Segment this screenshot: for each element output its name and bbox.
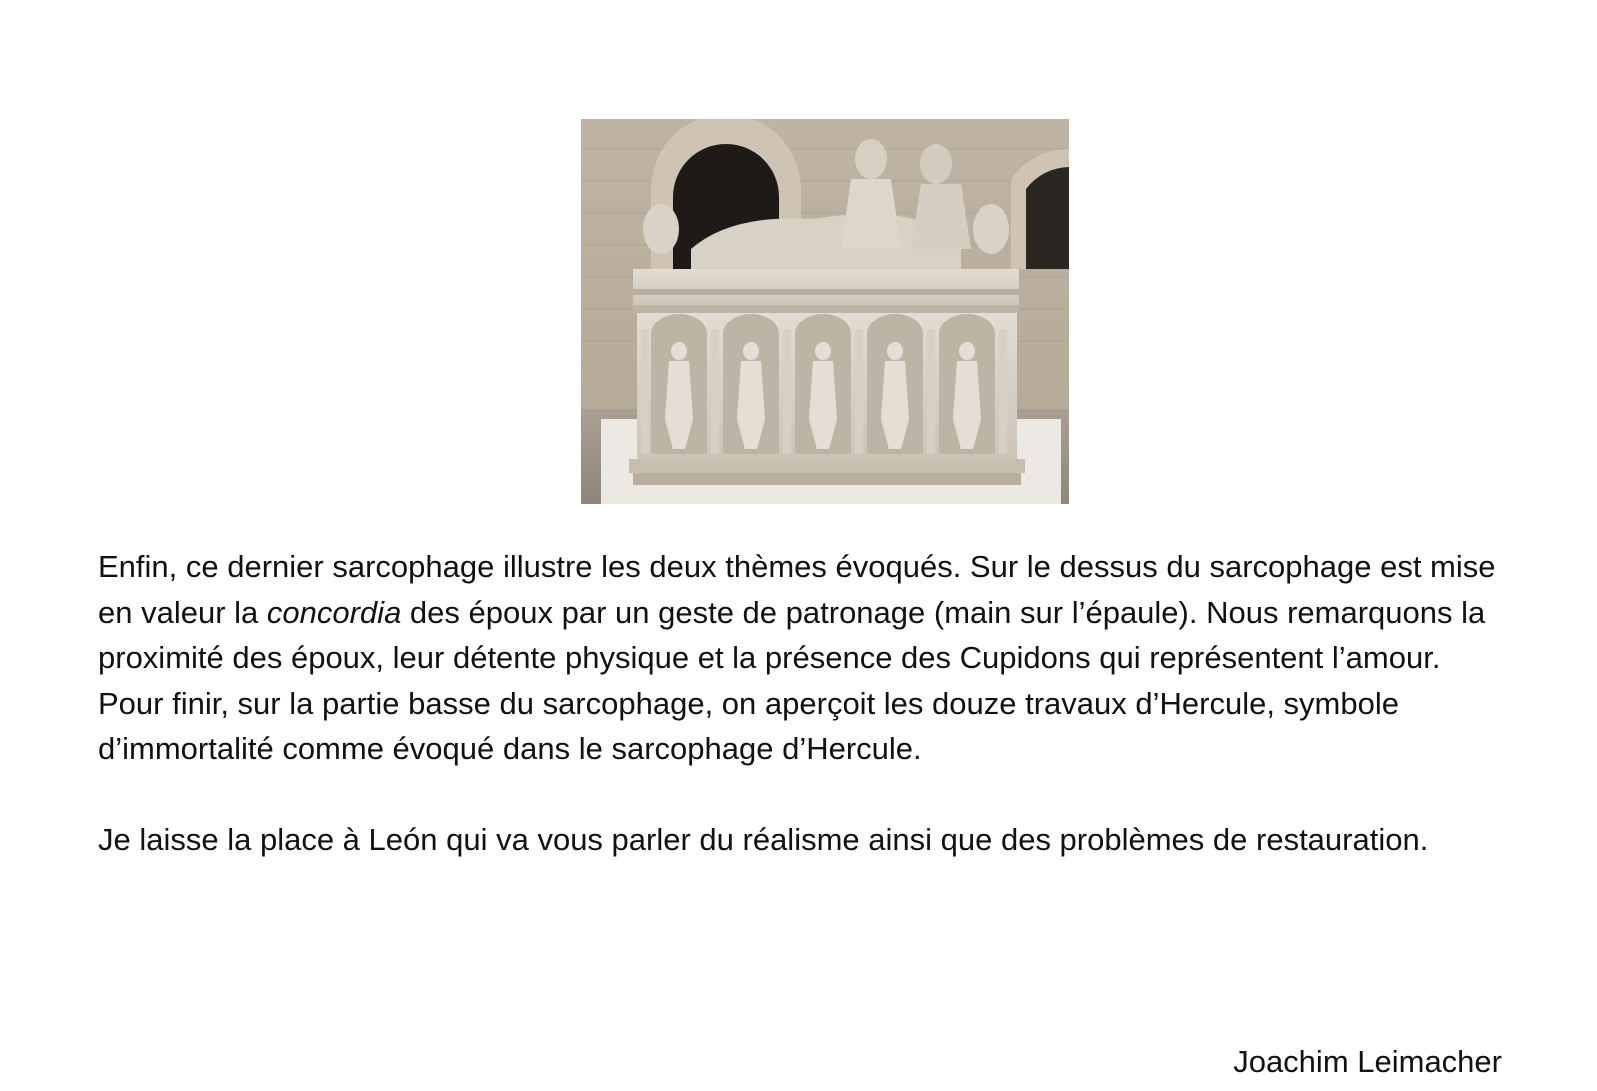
body-text	[98, 544, 1508, 863]
concordia-emphasis: concordia	[266, 594, 402, 630]
paragraph-sarcophagus-description: Enfin, ce dernier sarcophage illustre les deux thèmes évoqués. Sur le dessus du sarcophage est mise en valeur la concordia des époux par un geste de patronage (main sur l’épaule). Nous remarquons la proximité des époux, leur détente physique et la présence des Cupidons qui représentent l’amour. Pour finir, sur la partie basse du sarcophage, on aperçoit les douze travaux d’Hercule, symbole d’immortalité comme évoqué dans le sarcophage d’Hercule.	[98, 549, 1496, 766]
sarcophagus-photo	[581, 119, 1069, 504]
author-signature: Joachim Leimacher	[1233, 1044, 1502, 1079]
paragraph-transition: Je laisse la place à León qui va vous parler du réalisme ainsi que des problèmes de restauration.	[98, 822, 1429, 857]
